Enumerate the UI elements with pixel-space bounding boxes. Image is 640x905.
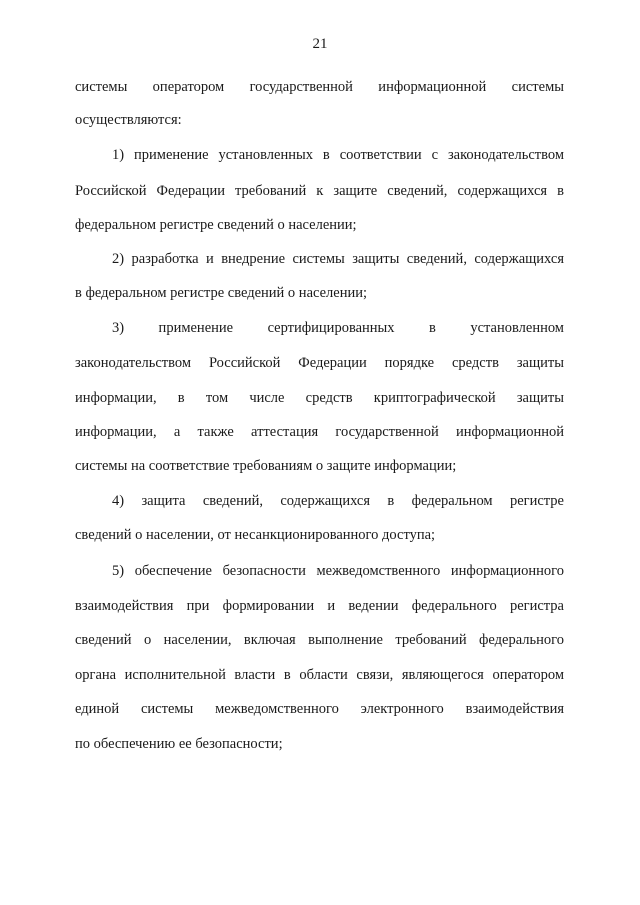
text-line: системы оператором государственной информационной системы <box>75 79 564 95</box>
text-line: 4) защита сведений, содержащихся в федеральном регистре <box>112 493 564 509</box>
text-line: законодательством Российской Федерации порядке средств защиты <box>75 355 564 371</box>
text-line: 2) разработка и внедрение системы защиты сведений, содержащихся <box>112 251 564 267</box>
text-line: 3) применение сертифицированных в установленном <box>112 320 564 336</box>
text-line: осуществляются: <box>75 112 182 128</box>
page-number: 21 <box>312 36 328 52</box>
text-line: сведений о населении, включая выполнение требований федерального <box>75 632 564 648</box>
text-line: взаимодействия при формировании и ведении федерального регистра <box>75 598 564 614</box>
text-line: единой системы межведомственного электронного взаимодействия <box>75 701 564 717</box>
text-line: федеральном регистре сведений о населении; <box>75 217 357 233</box>
text-line: системы на соответствие требованиям о защите информации; <box>75 458 457 474</box>
text-line: сведений о населении, от несанкционированного доступа; <box>75 527 436 543</box>
text-line: 1) применение установленных в соответствии с законодательством <box>112 147 564 163</box>
text-line: информации, а также аттестация государственной информационной <box>75 424 564 440</box>
text-line: информации, в том числе средств криптографической защиты <box>75 390 564 406</box>
text-line: Российской Федерации требований к защите сведений, содержащихся в <box>75 183 564 199</box>
text-line: органа исполнительной власти в области связи, являющегося оператором <box>75 667 564 683</box>
text-line: в федеральном регистре сведений о населении; <box>75 285 368 301</box>
text-line: по обеспечению ее безопасности; <box>75 736 283 752</box>
text-line: 5) обеспечение безопасности межведомственного информационного <box>112 563 564 579</box>
